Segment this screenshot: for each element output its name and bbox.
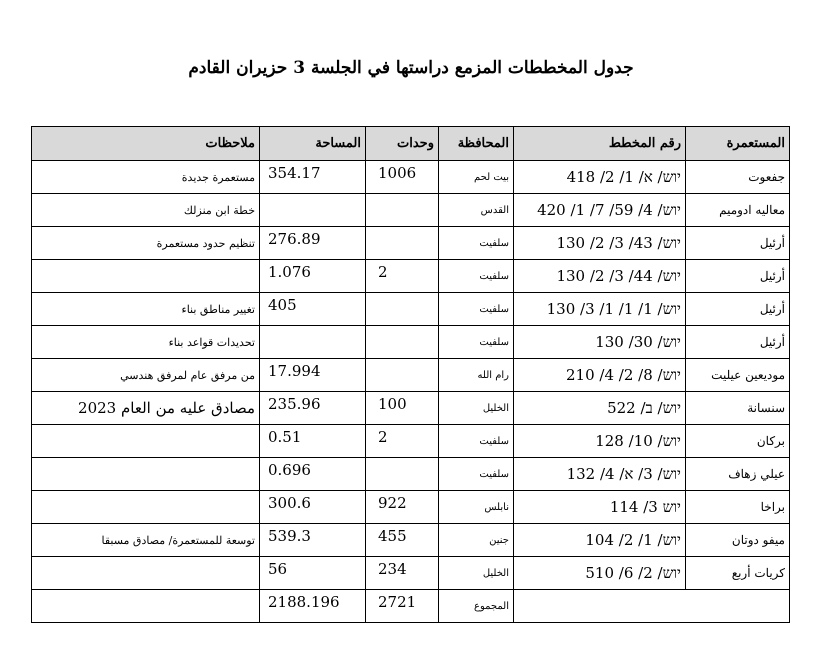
header-district: المحافظة — [439, 127, 514, 161]
total-units: 2721 — [366, 590, 439, 623]
cell-notes — [32, 557, 260, 590]
cell-area: 276.89 — [260, 227, 366, 260]
cell-settlement: جفعوت — [686, 161, 790, 194]
cell-settlement: أرئيل — [686, 227, 790, 260]
cell-settlement: كريات أربع — [686, 557, 790, 590]
cell-settlement: عيلي زهاف — [686, 458, 790, 491]
page-title: جدول المخططات المزمع دراستها في الجلسة 3 حزيران القادم — [188, 58, 634, 78]
cell-plan-number: יוש/ 3/ א/ 4/ 132 — [514, 458, 686, 491]
cell-notes: تحديدات قواعد بناء — [32, 326, 260, 359]
cell-notes: تغيير مناطق بناء — [32, 293, 260, 326]
cell-notes — [32, 491, 260, 524]
cell-units — [366, 227, 439, 260]
cell-notes — [32, 458, 260, 491]
cell-settlement: سنسانة — [686, 392, 790, 425]
cell-units: 100 — [366, 392, 439, 425]
cell-notes — [32, 260, 260, 293]
cell-plan-number: יוש/ 43/ 3/ 2/ 130 — [514, 227, 686, 260]
cell-district: بيت لحم — [439, 161, 514, 194]
cell-notes: مصادق عليه من العام 2023 — [32, 392, 260, 425]
plans-table — [31, 126, 790, 623]
cell-district: سلفيت — [439, 425, 514, 458]
cell-area: 0.696 — [260, 458, 366, 491]
cell-plan-number: יוש/ 1/ 2/ 104 — [514, 524, 686, 557]
cell-plan-number: יוש/ 1/ 1/ 1/ 3/ 130 — [514, 293, 686, 326]
cell-units — [366, 458, 439, 491]
cell-notes: مستعمرة جديدة — [32, 161, 260, 194]
cell-notes: تنظيم حدود مستعمرة — [32, 227, 260, 260]
table-row — [32, 392, 790, 425]
header-plan-number: رقم المخطط — [514, 127, 686, 161]
table-row — [32, 260, 790, 293]
cell-units: 2 — [366, 425, 439, 458]
table-row — [32, 326, 790, 359]
cell-district: سلفيت — [439, 227, 514, 260]
cell-district: سلفيت — [439, 293, 514, 326]
cell-units — [366, 359, 439, 392]
cell-district: نابلس — [439, 491, 514, 524]
table-row — [32, 359, 790, 392]
cell-district: الخليل — [439, 557, 514, 590]
cell-district: القدس — [439, 194, 514, 227]
cell-area: 1.076 — [260, 260, 366, 293]
cell-plan-number: יוש/ א/ 1/ 2/ 418 — [514, 161, 686, 194]
cell-units: 455 — [366, 524, 439, 557]
cell-area — [260, 194, 366, 227]
table-header-row — [32, 127, 790, 161]
cell-district: الخليل — [439, 392, 514, 425]
header-units: وحدات — [366, 127, 439, 161]
cell-notes: توسعة للمستعمرة/ مصادق مسبقا — [32, 524, 260, 557]
cell-plan-number: יוש/ 44/ 3/ 2/ 130 — [514, 260, 686, 293]
cell-district: رام الله — [439, 359, 514, 392]
header-area: المساحة — [260, 127, 366, 161]
cell-district: سلفيت — [439, 260, 514, 293]
cell-notes — [32, 425, 260, 458]
cell-units — [366, 326, 439, 359]
cell-area: 354.17 — [260, 161, 366, 194]
header-notes: ملاحظات — [32, 127, 260, 161]
cell-district: سلفيت — [439, 326, 514, 359]
cell-settlement: معاليه ادوميم — [686, 194, 790, 227]
table-row — [32, 194, 790, 227]
table-row — [32, 524, 790, 557]
total-area: 2188.196 — [260, 590, 366, 623]
cell-units: 2 — [366, 260, 439, 293]
cell-plan-number: יוש/ 10/ 128 — [514, 425, 686, 458]
cell-plan-number: יוש/ 8/ 2/ 4/ 210 — [514, 359, 686, 392]
cell-area: 235.96 — [260, 392, 366, 425]
cell-settlement: ميفو دوتان — [686, 524, 790, 557]
cell-area: 17.994 — [260, 359, 366, 392]
cell-units: 1006 — [366, 161, 439, 194]
cell-plan-number: יוש/ ב/ 522 — [514, 392, 686, 425]
header-settlement: المستعمرة — [686, 127, 790, 161]
table-row — [32, 161, 790, 194]
cell-area: 0.51 — [260, 425, 366, 458]
cell-area: 300.6 — [260, 491, 366, 524]
cell-settlement: براخا — [686, 491, 790, 524]
cell-settlement: أرئيل — [686, 293, 790, 326]
table-body — [32, 161, 790, 590]
total-row — [32, 590, 790, 623]
table-row — [32, 491, 790, 524]
cell-units — [366, 194, 439, 227]
cell-area — [260, 326, 366, 359]
cell-district: جنين — [439, 524, 514, 557]
cell-area: 539.3 — [260, 524, 366, 557]
cell-settlement: بركان — [686, 425, 790, 458]
cell-area: 56 — [260, 557, 366, 590]
table-row — [32, 293, 790, 326]
cell-units: 922 — [366, 491, 439, 524]
total-empty-cell — [514, 590, 790, 623]
table-row — [32, 458, 790, 491]
table-row — [32, 227, 790, 260]
cell-plan-number: יוש 3/ 114 — [514, 491, 686, 524]
cell-plan-number: יוש/ 30/ 130 — [514, 326, 686, 359]
cell-settlement: موديعين عيليت — [686, 359, 790, 392]
total-label: المجموع — [439, 590, 514, 623]
table-row — [32, 557, 790, 590]
table-row — [32, 425, 790, 458]
cell-area: 405 — [260, 293, 366, 326]
cell-settlement: أرئيل — [686, 326, 790, 359]
cell-settlement: أرئيل — [686, 260, 790, 293]
cell-units — [366, 293, 439, 326]
cell-plan-number: יוש/ 2/ 6/ 510 — [514, 557, 686, 590]
total-notes-cell — [32, 590, 260, 623]
cell-units: 234 — [366, 557, 439, 590]
cell-district: سلفيت — [439, 458, 514, 491]
cell-notes: خطة ابن منزلك — [32, 194, 260, 227]
cell-notes: من مرفق عام لمرفق هندسي — [32, 359, 260, 392]
cell-plan-number: יוש/ 4/ 59/ 7/ 1/ 420 — [514, 194, 686, 227]
